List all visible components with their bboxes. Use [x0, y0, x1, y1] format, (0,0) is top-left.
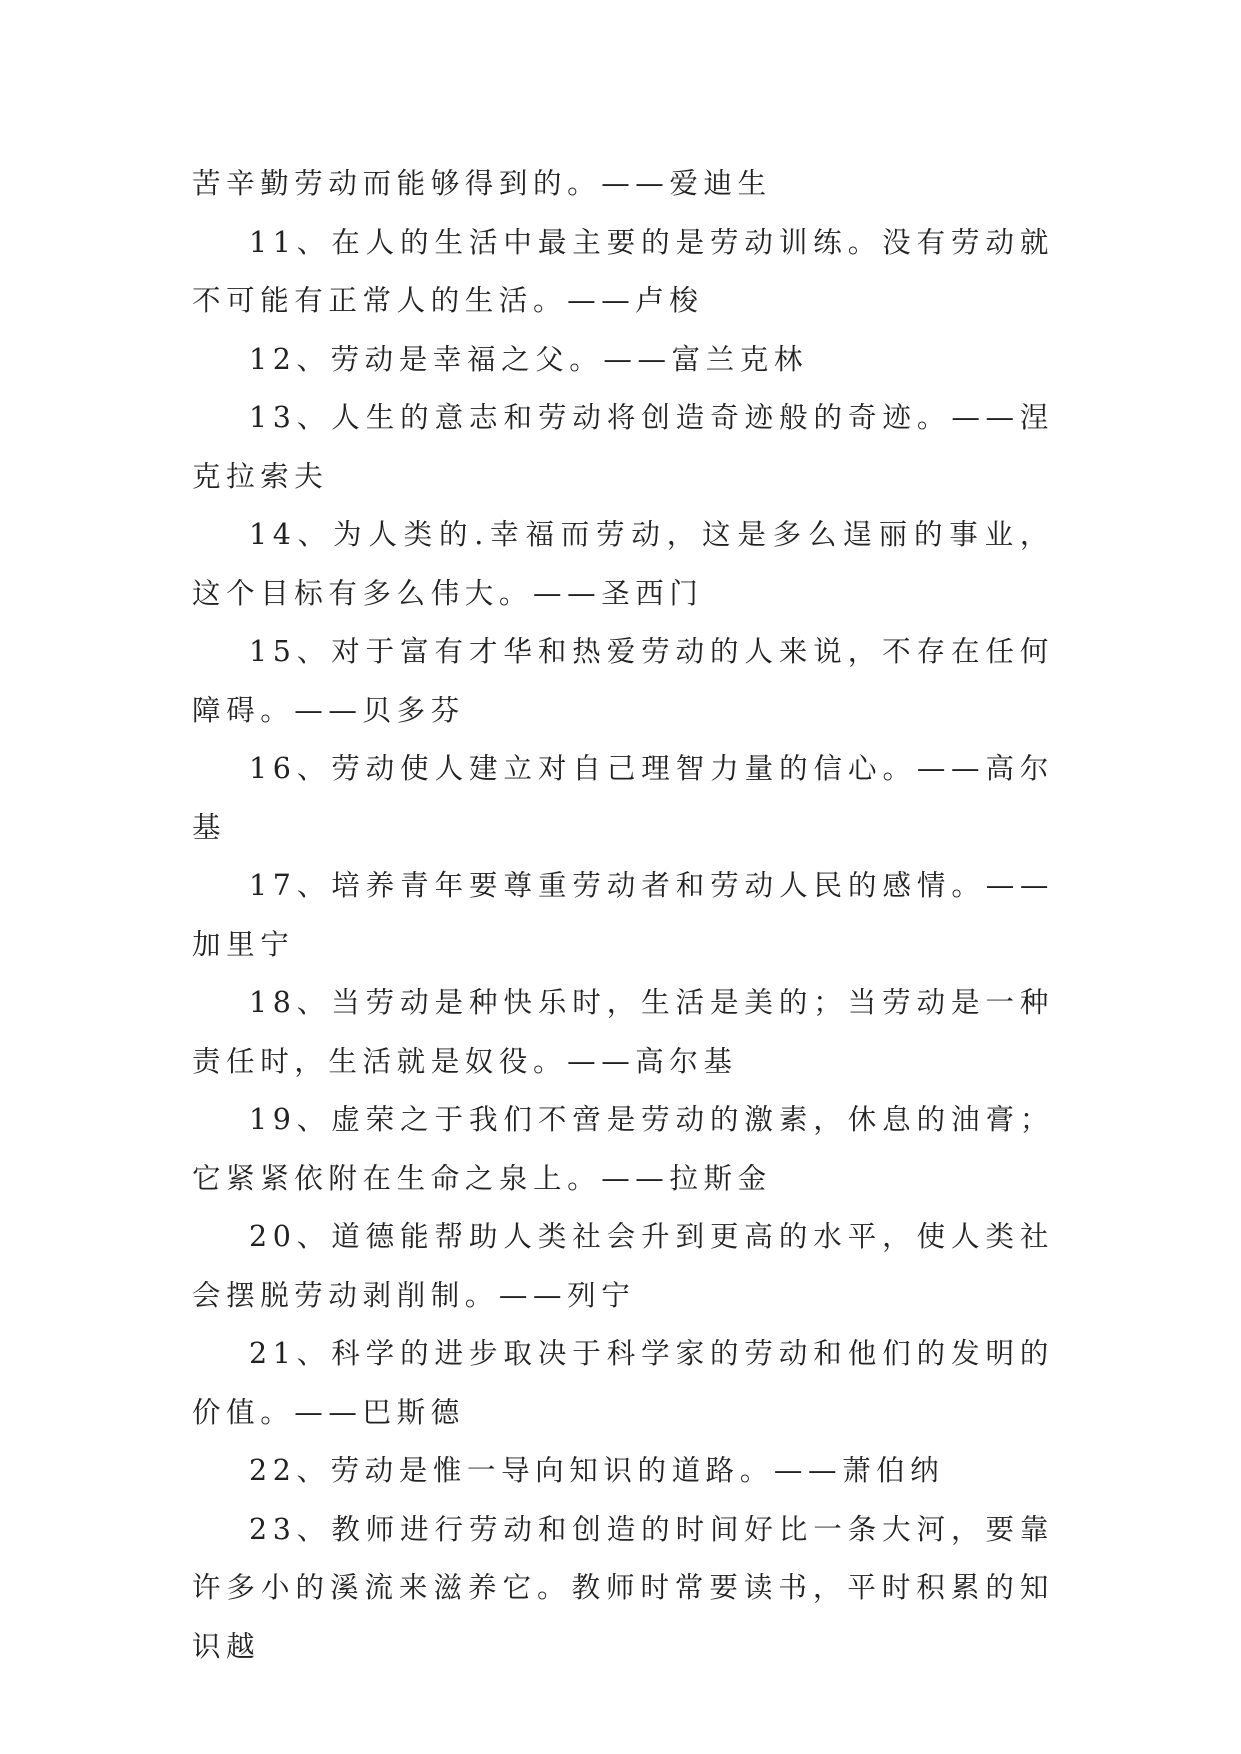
quote-22: 22、劳动是惟一导向知识的道路。——萧伯纳 — [249, 1454, 945, 1487]
quote-12: 12、劳动是幸福之父。——富兰克林 — [249, 342, 808, 376]
quote-14: 14、为人类的.幸福而劳动，这是多么逞丽的事业，这个目标有多么伟大。——圣西门 — [192, 518, 1054, 610]
quote-18: 18、当劳动是种快乐时，生活是美的；当劳动是一种责任时，生活就是奴役。——高尔基 — [192, 986, 1054, 1078]
quote-11: 11、在人的生活中最主要的是劳动训练。没有劳动就不可能有正常人的生活。——卢梭 — [192, 225, 1054, 317]
quote-20: 20、道德能帮助人类社会升到更高的水平，使人类社会摆脱劳动剥削制。——列宁 — [192, 1220, 1054, 1312]
paragraph-continuation: 苦辛勤劳动而能够得到的。——爱迪生 — [192, 167, 772, 200]
quote-13: 13、人生的意志和劳动将创造奇迹般的奇迹。——涅克拉索夫 — [192, 401, 1054, 493]
quote-23: 23、教师进行劳动和创造的时间好比一条大河，要靠许多小的溪流来滋养它。教师时常要读书，平时积累的知识越 — [192, 1512, 1054, 1663]
quote-15: 15、对于富有才华和热爱劳动的人来说，不存在任何障碍。——贝多芬 — [192, 635, 1054, 727]
quote-19: 19、虚荣之于我们不啻是劳动的激素，休息的油膏；它紧紧依附在生命之泉上。——拉斯金 — [192, 1103, 1054, 1195]
quote-16: 16、劳动使人建立对自己理智力量的信心。——高尔基 — [192, 752, 1054, 844]
document-page — [192, 155, 1054, 1676]
quote-17: 17、培养青年要尊重劳动者和劳动人民的感情。——加里宁 — [192, 869, 1054, 961]
quote-21: 21、科学的进步取决于科学家的劳动和他们的发明的价值。——巴斯德 — [192, 1337, 1054, 1429]
